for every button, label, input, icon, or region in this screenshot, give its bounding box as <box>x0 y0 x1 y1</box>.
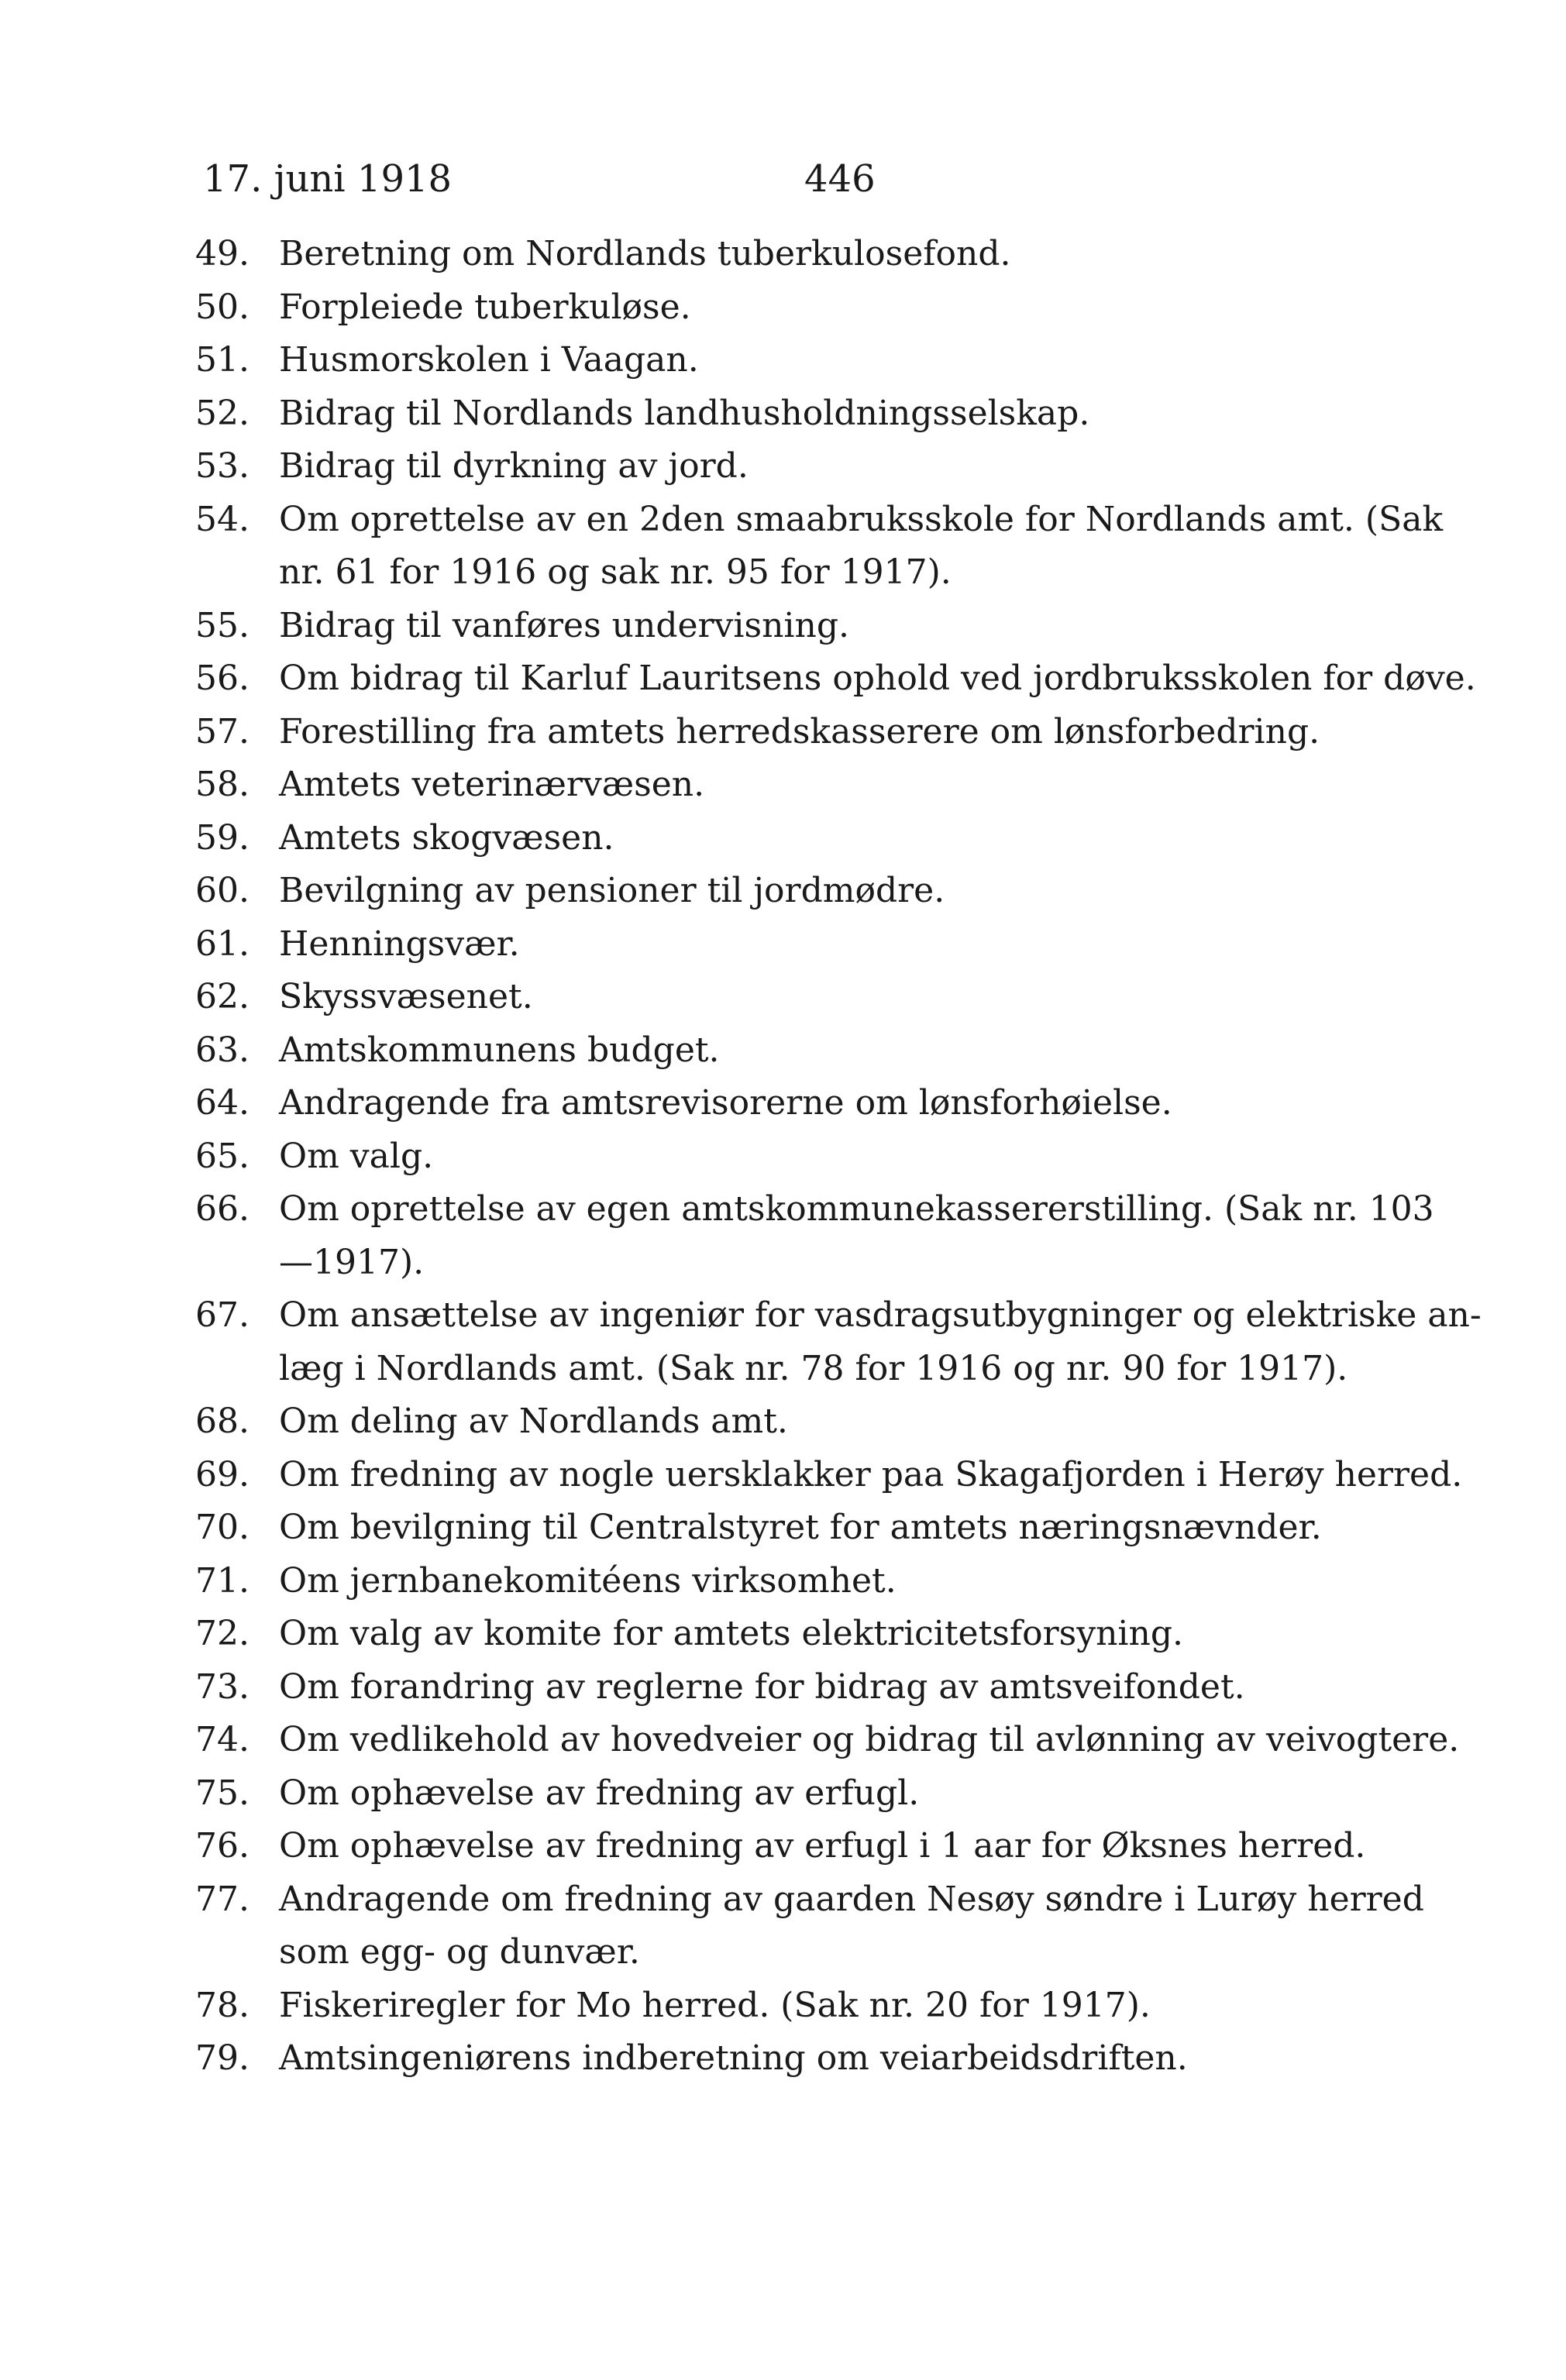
item-number: 72. <box>195 1614 250 1653</box>
list-item <box>195 1449 1482 1502</box>
item-number: 59. <box>195 817 250 858</box>
list-item <box>195 1555 1482 1608</box>
list-item <box>195 228 1482 281</box>
item-number: 70. <box>195 1508 250 1547</box>
item-text: Om ophævelse av fredning av erfugl i 1 aar for Øksnes herred. <box>279 1826 1366 1866</box>
item-text: Om oprettelse av en 2den smaabruksskole for Nordlands amt. (Sak nr. 61 for 1916 og sak nr. 95 for 1917). <box>279 499 1444 592</box>
item-text: Husmorskolen i Vaagan. <box>279 340 699 380</box>
item-number: 66. <box>195 1189 250 1229</box>
item-text: Fiskeriregler for Mo herred. (Sak nr. 20 for 1917). <box>279 1985 1151 2025</box>
list-item <box>195 440 1482 494</box>
item-text: Beretning om Nordlands tuberkulosefond. <box>279 234 1011 273</box>
item-number: 76. <box>195 1826 250 1866</box>
item-number: 67. <box>195 1295 250 1335</box>
item-text: Bidrag til dyrkning av jord. <box>279 446 749 486</box>
item-number: 78. <box>195 1985 250 2025</box>
list-item <box>195 1608 1482 1661</box>
item-text: Om ophævelse av fredning av erfugl. <box>279 1773 920 1813</box>
item-text: Bevilgning av pensioner til jordmødre. <box>279 871 945 910</box>
item-text: Om fredning av nogle uersklakker paa Skagafjorden i Herøy herred. <box>279 1454 1463 1494</box>
item-text: Om valg. <box>279 1136 434 1176</box>
item-number: 53. <box>195 446 250 486</box>
item-text: Amtets skogvæsen. <box>279 817 614 858</box>
item-text: Amtets veterinærvæsen. <box>279 765 705 804</box>
item-number: 75. <box>195 1773 250 1813</box>
item-number: 63. <box>195 1030 250 1070</box>
item-text: Om oprettelse av egen amtskommunekassererstilling. (Sak nr. 103 —1917). <box>279 1189 1434 1282</box>
item-text: Bidrag til vanføres undervisning. <box>279 605 849 645</box>
item-text: Bidrag til Nordlands landhusholdningsselskap. <box>279 393 1090 433</box>
list-item <box>195 865 1482 918</box>
item-text: Amtskommunens budget. <box>279 1030 720 1070</box>
item-text: Forpleiede tuberkuløse. <box>279 287 691 327</box>
page-number: 446 <box>804 157 876 201</box>
item-number: 61. <box>195 923 250 964</box>
item-number: 77. <box>195 1879 250 1919</box>
item-number: 65. <box>195 1136 250 1176</box>
page-header <box>203 152 885 206</box>
list-item <box>195 706 1482 759</box>
item-number: 56. <box>195 659 250 698</box>
item-text: Forestilling fra amtets herredskasserere om lønsforbedring. <box>279 711 1320 751</box>
item-text: Om ansættelse av ingeniør for vasdragsutbygninger og elektriske an- læg i Nordlands amt. (Sak nr. 78 for 1916 og nr. 90 for 1917). <box>279 1295 1482 1388</box>
item-number: 71. <box>195 1560 250 1601</box>
list-item <box>195 1024 1482 1078</box>
item-number: 57. <box>195 711 250 751</box>
list-item <box>195 918 1482 972</box>
item-text: Om valg av komite for amtets elektricitetsforsyning. <box>279 1614 1183 1653</box>
item-number: 69. <box>195 1454 250 1494</box>
item-number: 52. <box>195 393 250 433</box>
list-item <box>195 652 1482 706</box>
item-number: 58. <box>195 765 250 804</box>
item-number: 64. <box>195 1083 250 1123</box>
item-number: 54. <box>195 499 250 539</box>
list-item <box>195 1183 1482 1289</box>
item-number: 79. <box>195 2038 250 2078</box>
list-item <box>195 1873 1482 1979</box>
item-text: Andragende fra amtsrevisorerne om lønsforhøielse. <box>279 1083 1172 1123</box>
list-item <box>195 1130 1482 1184</box>
item-text: Om vedlikehold av hovedveier og bidrag til avlønning av veivogtere. <box>279 1720 1460 1759</box>
item-number: 60. <box>195 871 250 910</box>
item-text: Om bevilgning til Centralstyret for amtets næringsnævnder. <box>279 1508 1322 1547</box>
item-number: 74. <box>195 1720 250 1759</box>
item-text: Andragende om fredning av gaarden Nesøy søndre i Lurøy herred som egg- og dunvær. <box>279 1879 1424 1972</box>
agenda-list <box>195 228 1482 2086</box>
item-text: Om forandring av reglerne for bidrag av amtsveifondet. <box>279 1666 1245 1707</box>
header-date: 17. juni 1918 <box>203 157 453 201</box>
item-text: Om bidrag til Karluf Lauritsens ophold ved jordbruksskolen for døve. <box>279 659 1476 698</box>
list-item <box>195 758 1482 812</box>
list-item <box>195 1077 1482 1130</box>
item-number: 55. <box>195 605 250 645</box>
list-item <box>195 1395 1482 1449</box>
list-item <box>195 1289 1482 1395</box>
item-text: Om deling av Nordlands amt. <box>279 1402 788 1441</box>
item-number: 50. <box>195 287 250 327</box>
list-item <box>195 1714 1482 1767</box>
list-item <box>195 387 1482 441</box>
item-text: Skyssvæsenet. <box>279 977 533 1016</box>
item-text: Amtsingeniørens indberetning om veiarbeidsdriften. <box>279 2038 1188 2078</box>
item-number: 51. <box>195 340 250 380</box>
list-item <box>195 600 1482 653</box>
list-item <box>195 1979 1482 2033</box>
list-item <box>195 494 1482 600</box>
list-item <box>195 281 1482 335</box>
item-number: 62. <box>195 977 250 1016</box>
list-item <box>195 1820 1482 1873</box>
item-text: Om jernbanekomitéens virksomhet. <box>279 1560 897 1601</box>
list-item <box>195 334 1482 387</box>
list-item <box>195 971 1482 1024</box>
list-item <box>195 1661 1482 1714</box>
item-number: 73. <box>195 1666 250 1707</box>
list-item <box>195 1501 1482 1555</box>
item-number: 68. <box>195 1402 250 1441</box>
list-item <box>195 2032 1482 2086</box>
list-item <box>195 812 1482 865</box>
item-number: 49. <box>195 234 250 273</box>
list-item <box>195 1767 1482 1821</box>
item-text: Henningsvær. <box>279 923 520 964</box>
